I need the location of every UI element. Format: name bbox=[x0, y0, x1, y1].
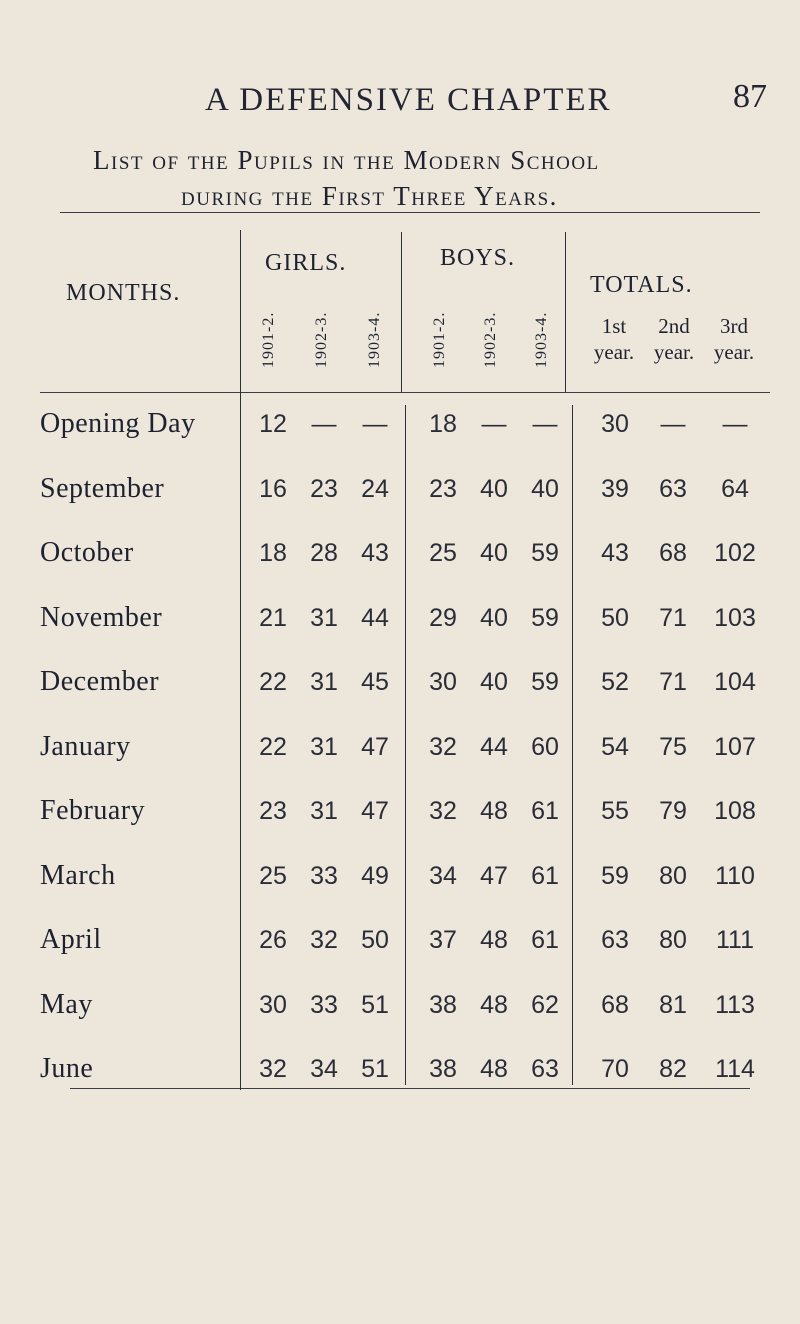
month-label: October bbox=[40, 537, 134, 568]
boys-cell: 40 bbox=[531, 474, 559, 503]
months-header: MONTHS. bbox=[66, 280, 181, 306]
totals-cell: 70 bbox=[601, 1055, 629, 1083]
month-label: June bbox=[40, 1053, 94, 1084]
girls-cell: 45 bbox=[361, 668, 389, 696]
girls-cell: 31 bbox=[310, 797, 338, 825]
boys-cell: 63 bbox=[531, 1055, 559, 1083]
totals-cell: 113 bbox=[715, 990, 755, 1019]
totals-cell: 80 bbox=[659, 861, 687, 890]
month-label: December bbox=[40, 666, 160, 697]
bottom-rule bbox=[70, 1088, 750, 1089]
boys-year-3: 1903-4. bbox=[533, 311, 550, 368]
table-title-line-2: during the First Three Years. bbox=[181, 181, 558, 211]
boys-cell: 61 bbox=[531, 926, 559, 954]
totals-cell: 79 bbox=[659, 797, 687, 825]
total-year-3: 3rd year. bbox=[713, 314, 755, 364]
boys-cell: 61 bbox=[531, 797, 559, 825]
girls-header: GIRLS. bbox=[265, 250, 347, 276]
totals-cell: 107 bbox=[714, 732, 756, 761]
boys-header: BOYS. bbox=[440, 245, 516, 271]
boys-cell: 60 bbox=[531, 732, 559, 761]
boys-cell: — bbox=[481, 410, 507, 438]
column-divider bbox=[572, 405, 573, 1085]
girls-cell: 50 bbox=[361, 926, 389, 954]
boys-cell: 47 bbox=[480, 861, 508, 890]
totals-cell: 111 bbox=[715, 926, 754, 954]
month-label: February bbox=[40, 795, 146, 826]
boys-cell: 29 bbox=[429, 603, 457, 632]
girls-cell: 31 bbox=[310, 668, 338, 696]
boys-cell: 48 bbox=[480, 1055, 508, 1083]
boys-cell: 61 bbox=[531, 861, 559, 890]
boys-cell: 59 bbox=[531, 539, 559, 567]
table-title bbox=[93, 142, 733, 214]
totals-cell: 104 bbox=[714, 668, 756, 696]
boys-cell: 44 bbox=[480, 732, 508, 761]
girls-cell: 31 bbox=[310, 732, 338, 761]
totals-cell: 82 bbox=[659, 1055, 687, 1083]
month-label: April bbox=[40, 924, 102, 955]
girls-cell: 47 bbox=[361, 732, 389, 761]
boys-cell: 32 bbox=[429, 732, 457, 761]
boys-cell: 40 bbox=[480, 474, 508, 503]
totals-cell: 59 bbox=[601, 861, 629, 890]
girls-cell: 22 bbox=[259, 732, 287, 761]
totals-cell: 50 bbox=[601, 603, 629, 632]
boys-cell: 38 bbox=[429, 990, 457, 1019]
girls-cell: 24 bbox=[361, 474, 389, 503]
totals-cell: — bbox=[660, 410, 686, 438]
boys-cell: 59 bbox=[531, 603, 559, 632]
page-number: 87 bbox=[733, 78, 767, 115]
girls-cell: 26 bbox=[259, 926, 287, 954]
girls-year-2: 1902-3. bbox=[313, 311, 330, 368]
girls-cell: 49 bbox=[361, 861, 389, 890]
boys-cell: 34 bbox=[429, 861, 457, 890]
boys-cell: 30 bbox=[429, 668, 457, 696]
total-year-2: 2nd year. bbox=[653, 314, 695, 364]
totals-cell: 103 bbox=[714, 603, 756, 632]
girls-cell: 30 bbox=[259, 990, 287, 1019]
girls-cell: 12 bbox=[259, 410, 287, 438]
column-divider bbox=[240, 230, 241, 1090]
totals-cell: 68 bbox=[659, 539, 687, 567]
totals-cell: 80 bbox=[659, 926, 687, 954]
totals-cell: 63 bbox=[601, 926, 629, 954]
boys-cell: 40 bbox=[480, 668, 508, 696]
total-year-1: 1st year. bbox=[593, 314, 635, 364]
girls-cell: 18 bbox=[259, 539, 287, 567]
girls-cell: — bbox=[362, 410, 388, 438]
girls-cell: 28 bbox=[310, 539, 338, 567]
boys-cell: 25 bbox=[429, 539, 457, 567]
totals-cell: 54 bbox=[601, 732, 629, 761]
month-label: September bbox=[40, 472, 165, 504]
month-label: May bbox=[40, 988, 93, 1020]
month-label: November bbox=[40, 601, 163, 633]
girls-cell: 16 bbox=[259, 474, 287, 503]
totals-cell: 68 bbox=[601, 990, 629, 1019]
girls-cell: 23 bbox=[259, 797, 287, 825]
boys-cell: — bbox=[532, 410, 558, 438]
header-rule bbox=[40, 392, 770, 393]
month-label: January bbox=[40, 730, 131, 762]
totals-cell: 64 bbox=[721, 474, 749, 503]
girls-cell: 34 bbox=[310, 1055, 338, 1083]
boys-cell: 23 bbox=[429, 474, 457, 503]
girls-cell: — bbox=[311, 410, 337, 438]
boys-cell: 40 bbox=[480, 539, 508, 567]
girls-cell: 31 bbox=[310, 603, 338, 632]
girls-cell: 51 bbox=[361, 1055, 389, 1083]
girls-cell: 44 bbox=[361, 603, 389, 632]
girls-cell: 32 bbox=[259, 1055, 287, 1083]
totals-cell: 43 bbox=[601, 539, 629, 567]
totals-cell: 81 bbox=[659, 990, 687, 1019]
boys-year-2: 1902-3. bbox=[482, 311, 499, 368]
column-divider bbox=[565, 232, 566, 392]
month-label: Opening Day bbox=[40, 408, 196, 439]
girls-cell: 43 bbox=[361, 539, 389, 567]
girls-cell: 25 bbox=[259, 861, 287, 890]
totals-cell: 52 bbox=[601, 668, 629, 696]
girls-cell: 33 bbox=[310, 861, 338, 890]
girls-cell: 23 bbox=[310, 474, 338, 503]
boys-cell: 38 bbox=[429, 1055, 457, 1083]
top-rule bbox=[60, 212, 760, 213]
boys-cell: 48 bbox=[480, 797, 508, 825]
girls-year-1: 1901-2. bbox=[260, 311, 277, 368]
table-title-line-1: List of the Pupils in the Modern School bbox=[93, 145, 600, 175]
month-label: March bbox=[40, 859, 116, 891]
totals-cell: 102 bbox=[714, 539, 756, 567]
totals-cell: 55 bbox=[601, 797, 629, 825]
boys-cell: 62 bbox=[531, 990, 559, 1019]
running-head: A DEFENSIVE CHAPTER bbox=[205, 82, 612, 118]
totals-cell: — bbox=[722, 410, 748, 438]
totals-cell: 114 bbox=[715, 1055, 755, 1083]
boys-cell: 40 bbox=[480, 603, 508, 632]
totals-cell: 108 bbox=[714, 797, 756, 825]
girls-cell: 21 bbox=[259, 603, 287, 632]
totals-cell: 71 bbox=[659, 603, 687, 632]
girls-cell: 47 bbox=[361, 797, 389, 825]
boys-year-1: 1901-2. bbox=[431, 311, 448, 368]
boys-cell: 48 bbox=[480, 990, 508, 1019]
boys-cell: 32 bbox=[429, 797, 457, 825]
totals-cell: 110 bbox=[715, 861, 755, 890]
girls-cell: 33 bbox=[310, 990, 338, 1019]
column-divider bbox=[401, 232, 402, 392]
girls-cell: 32 bbox=[310, 926, 338, 954]
boys-cell: 59 bbox=[531, 668, 559, 696]
totals-header: TOTALS. bbox=[590, 272, 693, 298]
boys-cell: 37 bbox=[429, 926, 457, 954]
boys-cell: 18 bbox=[429, 410, 457, 438]
totals-cell: 71 bbox=[659, 668, 687, 696]
column-divider bbox=[405, 405, 406, 1085]
girls-year-3: 1903-4. bbox=[366, 311, 383, 368]
girls-cell: 22 bbox=[259, 668, 287, 696]
totals-cell: 75 bbox=[659, 732, 687, 761]
boys-cell: 48 bbox=[480, 926, 508, 954]
totals-cell: 30 bbox=[601, 410, 629, 438]
totals-cell: 39 bbox=[601, 474, 629, 503]
girls-cell: 51 bbox=[361, 990, 389, 1019]
totals-cell: 63 bbox=[659, 474, 687, 503]
